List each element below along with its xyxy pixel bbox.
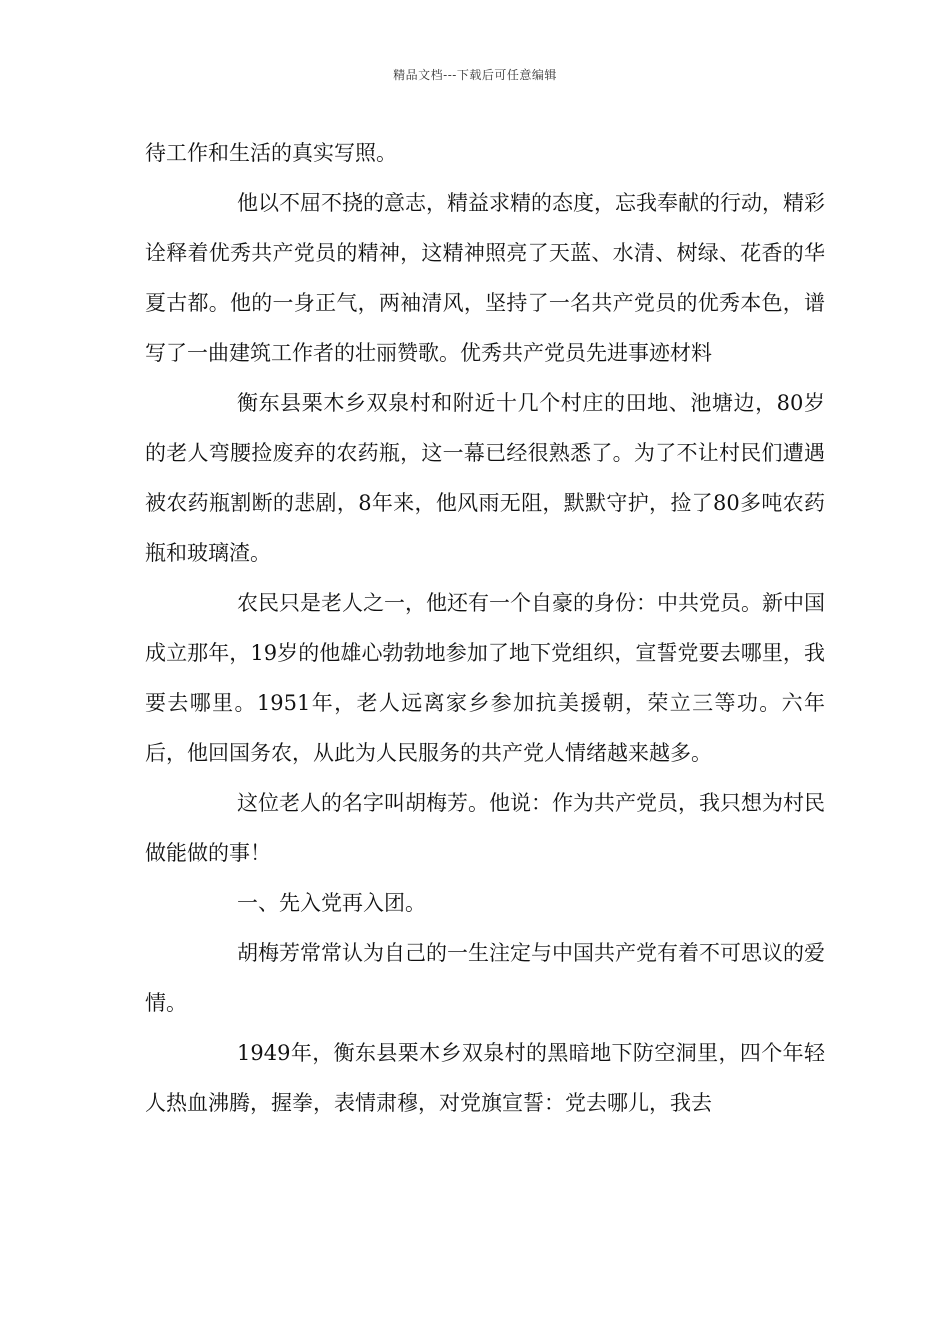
paragraph: 农民只是老人之一，他还有一个自豪的身份：中共党员。新中国成立那年，19岁的他雄心勃勃地参加了地下党组织，宣誓党要去哪里，我要去哪里。1951年，老人远离家乡参加抗美援朝，荣立三等功。六年后，他回国务农，从此为人民服务的共产党人情绪越来越多。 — [145, 591, 825, 765]
paragraph: 胡梅芳常常认为自己的一生注定与中国共产党有着不可思议的爱情。 — [145, 941, 825, 1015]
paragraph: 他以不屈不挠的意志，精益求精的态度，忘我奉献的行动，精彩诠释着优秀共产党员的精神，这精神照亮了天蓝、水清、树绿、花香的华夏古都。他的一身正气，两袖清风，坚持了一名共产党员的优秀本色，谱写了一曲建筑工作者的壮丽赞歌。优秀共产党员先进事迹材料 — [145, 191, 825, 365]
paragraph: 衡东县栗木乡双泉村和附近十几个村庄的田地、池塘边，80岁的老人弯腰捡废弃的农药瓶，这一幕已经很熟悉了。为了不让村民们遭遇被农药瓶割断的悲剧，8年来，他风雨无阻，默默守护，捡了80多吨农药瓶和玻璃渣。 — [145, 391, 825, 565]
document-body — [145, 128, 825, 1128]
paragraph: 1949年，衡东县栗木乡双泉村的黑暗地下防空洞里，四个年轻人热血沸腾，握拳，表情肃穆，对党旗宣誓：党去哪儿，我去 — [145, 1041, 825, 1115]
page-header: 精品文档---下载后可任意编辑 — [393, 68, 557, 82]
paragraph: 这位老人的名字叫胡梅芳。他说：作为共产党员，我只想为村民做能做的事！ — [145, 791, 825, 865]
section-heading: 一、先入党再入团。 — [237, 891, 426, 915]
paragraph: 待工作和生活的真实写照。 — [145, 141, 397, 165]
